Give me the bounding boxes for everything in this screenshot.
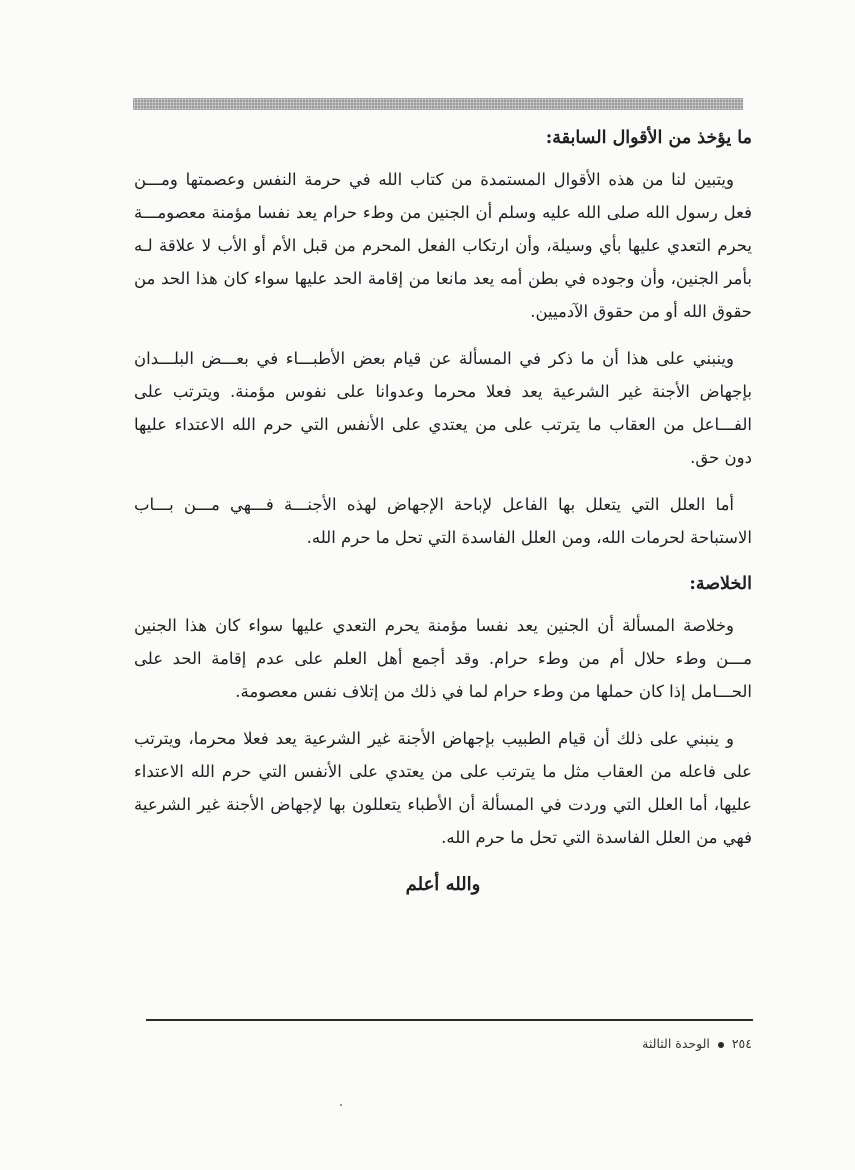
body-text <box>134 118 752 901</box>
page-footer <box>642 1036 752 1051</box>
paragraph-1: ويتبين لنا من هذه الأقوال المستمدة من كتاب الله في حرمة النفس وعصمتها ومـــن فعل رسول الله صلى الله عليه وسلم أن الجنين من وطء حرام يعد نفسا مؤمنة معصومـــة يحرم التعدي عليها بأي وسيلة، وأن ارتكاب الفعل المحرم من قبل الأم أو الأب لا علاقة لـه بأمر الجنين، وأن وجوده في بطن أمه يعد مانعا من إقامة الحد عليها سواء كان هذا الحد من حقوق الله أو من حقوق الآدميين. <box>134 170 752 321</box>
page-number: ٢٥٤ <box>731 1036 752 1051</box>
paragraph-5: و ينبني على ذلك أن قيام الطبيب بإجهاض الأجنة غير الشرعية يعد فعلا محرما، ويترتب على فاعله من العقاب مثل ما يترتب على من يعتدي على الأنفس التي حرم الله الاعتداء عليها، أما العلل التي وردت في المسألة أن الأطباء يتعللون بها لإجهاض الأجنة غير الشرعية فهي من العلل الفاسدة التي تحل ما حرم الله. <box>134 729 752 847</box>
section-heading-summary: الخلاصة: <box>689 574 752 594</box>
bullet-dot-icon <box>718 1042 724 1048</box>
paragraph-3: أما العلل التي يتعلل بها الفاعل لإباحة الإجهاض لهذه الأجنـــة فـــهي مـــن بـــاب الاستباحة لحرمات الله، ومن العلل الفاسدة التي تحل ما حرم الله. <box>134 495 752 547</box>
footer-divider <box>146 1019 753 1021</box>
paragraph-2: وينبني على هذا أن ما ذكر في المسألة عن قيام بعض الأطبـــاء في بعـــض البلـــدان بإجهاض الأجنة غير الشرعية يعد فعلا محرما وعدوانا على نفوس مؤمنة. ويترتب على الفـــاعل من العقاب ما يترتب على من يعتدي على الأنفس التي حرم الله الاعتداء عليها دون حق. <box>134 349 752 467</box>
paragraph-4: وخلاصة المسألة أن الجنين يعد نفسا مؤمنة يحرم التعدي عليها سواء كان هذا الجنين مـــن وطء حلال أم من وطء حرام. وقد أجمع أهل العلم على عدم إقامة الحد على الحـــامل إذا كان حملها من وطء حرام لما في ذلك من إتلاف نفس معصومة. <box>134 616 752 701</box>
closing-phrase: والله أعلم <box>405 874 481 895</box>
header-decorative-bar <box>133 98 743 110</box>
scan-speck <box>340 1104 342 1106</box>
section-label: الوحدة الثالثة <box>642 1036 710 1051</box>
section-heading-derived-conclusions: ما يؤخذ من الأقوال السابقة: <box>545 128 752 148</box>
